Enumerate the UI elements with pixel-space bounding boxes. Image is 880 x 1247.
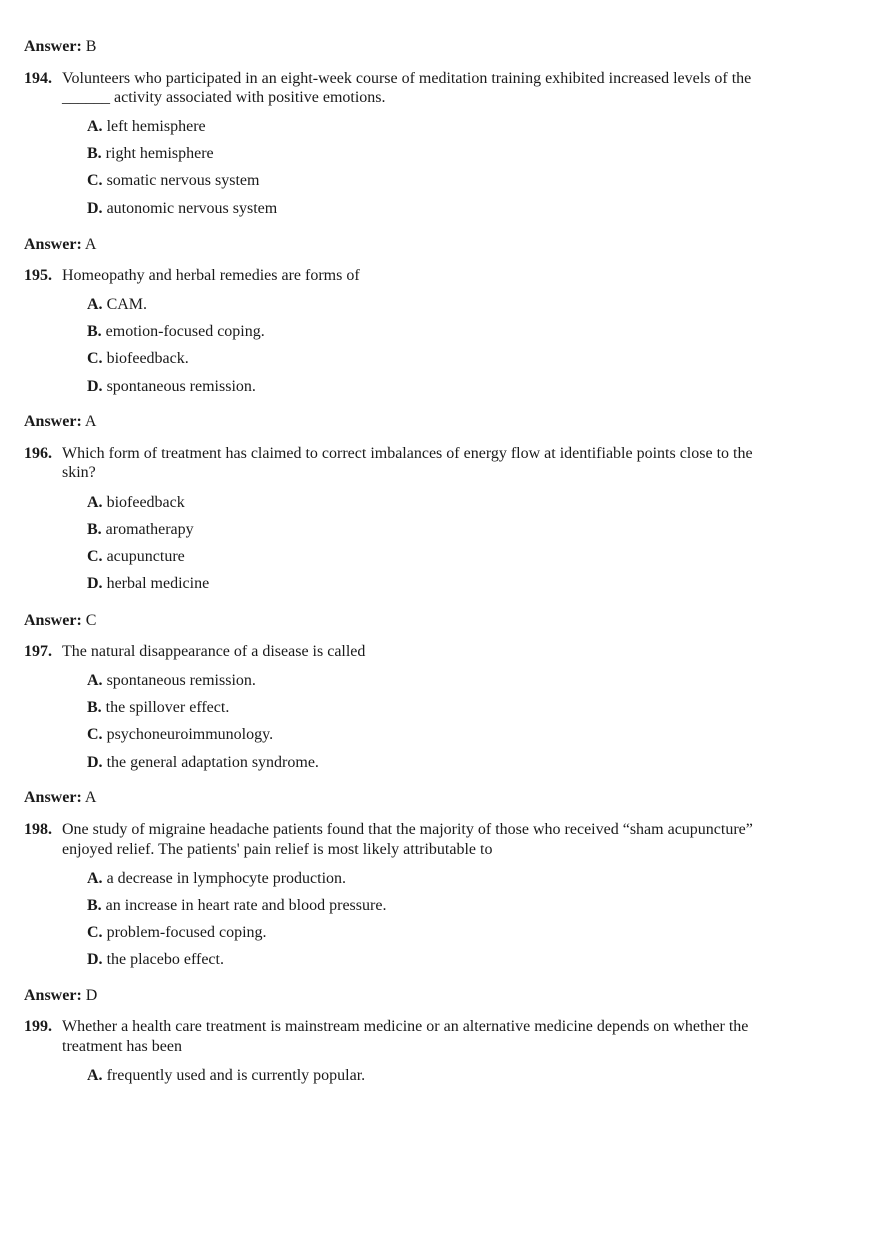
option-text: emotion-focused coping. (105, 323, 265, 340)
option-letter: A. (87, 296, 103, 313)
question-text-continued: treatment has been (62, 1038, 182, 1055)
option-letter: C. (87, 548, 103, 565)
option-item (87, 171, 259, 191)
option-text: frequently used and is currently popular. (106, 1067, 366, 1084)
option-text: problem-focused coping. (106, 924, 267, 941)
question-text: Volunteers who participated in an eight-week course of meditation training exhibited increased levels of the (62, 70, 752, 87)
option-text: a decrease in lymphocyte production. (106, 870, 347, 887)
question-number: 195. (24, 267, 52, 284)
option-item (87, 349, 189, 369)
option-letter: D. (87, 754, 103, 771)
answer-line (24, 986, 97, 1006)
option-item (87, 923, 267, 943)
option-text: left hemisphere (106, 118, 206, 135)
question-number: 196. (24, 445, 52, 462)
option-item (87, 950, 224, 970)
option-item (87, 671, 256, 691)
option-text: right hemisphere (105, 145, 214, 162)
option-text: herbal medicine (106, 575, 210, 592)
question-number: 194. (24, 70, 52, 87)
option-item (87, 896, 386, 916)
question-text: Whether a health care treatment is mainstream medicine or an alternative medicine depends on whether the (62, 1018, 749, 1035)
option-letter: B. (87, 699, 102, 716)
option-letter: A. (87, 494, 103, 511)
answer-value: A (84, 789, 97, 806)
option-text: biofeedback. (106, 350, 189, 367)
option-text: the general adaptation syndrome. (106, 754, 319, 771)
option-text: an increase in heart rate and blood pressure. (105, 897, 387, 914)
option-text: the placebo effect. (106, 951, 224, 968)
answer-label: Answer: (24, 413, 82, 430)
answer-value: A (84, 413, 97, 430)
question-number: 197. (24, 643, 52, 660)
answer-label: Answer: (24, 612, 82, 629)
option-letter: C. (87, 172, 103, 189)
option-item (87, 493, 185, 513)
question-number: 198. (24, 821, 52, 838)
option-text: autonomic nervous system (106, 200, 278, 217)
option-text: psychoneuroimmunology. (106, 726, 274, 743)
option-letter: D. (87, 575, 103, 592)
option-text: CAM. (106, 296, 148, 313)
question-number: 199. (24, 1018, 52, 1035)
option-item (87, 144, 214, 164)
answer-line (24, 788, 96, 808)
option-item (87, 698, 229, 718)
option-item (87, 869, 346, 889)
option-text: spontaneous remission. (106, 672, 256, 689)
option-text: biofeedback (106, 494, 185, 511)
answer-value: A (84, 236, 97, 253)
option-letter: B. (87, 145, 102, 162)
answer-line (24, 37, 96, 57)
option-letter: A. (87, 1067, 103, 1084)
option-letter: A. (87, 118, 103, 135)
option-item (87, 322, 265, 342)
answer-line (24, 412, 96, 432)
option-item (87, 199, 277, 219)
question-text: Which form of treatment has claimed to correct imbalances of energy flow at identifiable points close to the (62, 445, 753, 462)
option-letter: D. (87, 951, 103, 968)
option-text: acupuncture (106, 548, 185, 565)
answer-label: Answer: (24, 789, 82, 806)
option-item (87, 725, 273, 745)
answer-label: Answer: (24, 38, 82, 55)
option-letter: B. (87, 521, 102, 538)
question-text-continued: ______ activity associated with positive emotions. (62, 89, 386, 106)
option-text: spontaneous remission. (106, 378, 256, 395)
option-text: the spillover effect. (105, 699, 230, 716)
question-text: The natural disappearance of a disease is called (62, 643, 366, 660)
question-text: One study of migraine headache patients found that the majority of those who received “sham acupuncture” (62, 821, 753, 838)
answer-line (24, 611, 96, 631)
option-letter: C. (87, 924, 103, 941)
answer-line (24, 235, 96, 255)
option-item (87, 1066, 365, 1086)
answer-value: C (85, 612, 97, 629)
option-text: aromatherapy (105, 521, 194, 538)
option-item (87, 574, 209, 594)
option-item (87, 520, 194, 540)
question-text-continued: enjoyed relief. The patients' pain relief is most likely attributable to (62, 841, 493, 858)
option-item (87, 377, 256, 397)
option-item (87, 295, 147, 315)
option-letter: B. (87, 897, 102, 914)
question-text: Homeopathy and herbal remedies are forms of (62, 267, 360, 284)
option-item (87, 117, 206, 137)
option-text: somatic nervous system (106, 172, 260, 189)
answer-label: Answer: (24, 236, 82, 253)
option-item (87, 753, 319, 773)
option-letter: A. (87, 672, 103, 689)
option-letter: D. (87, 378, 103, 395)
option-letter: C. (87, 726, 103, 743)
answer-label: Answer: (24, 987, 82, 1004)
option-letter: C. (87, 350, 103, 367)
option-letter: D. (87, 200, 103, 217)
question-text-continued: skin? (62, 464, 96, 481)
answer-value: D (85, 987, 98, 1004)
answer-value: B (85, 38, 97, 55)
option-item (87, 547, 185, 567)
option-letter: B. (87, 323, 102, 340)
option-letter: A. (87, 870, 103, 887)
